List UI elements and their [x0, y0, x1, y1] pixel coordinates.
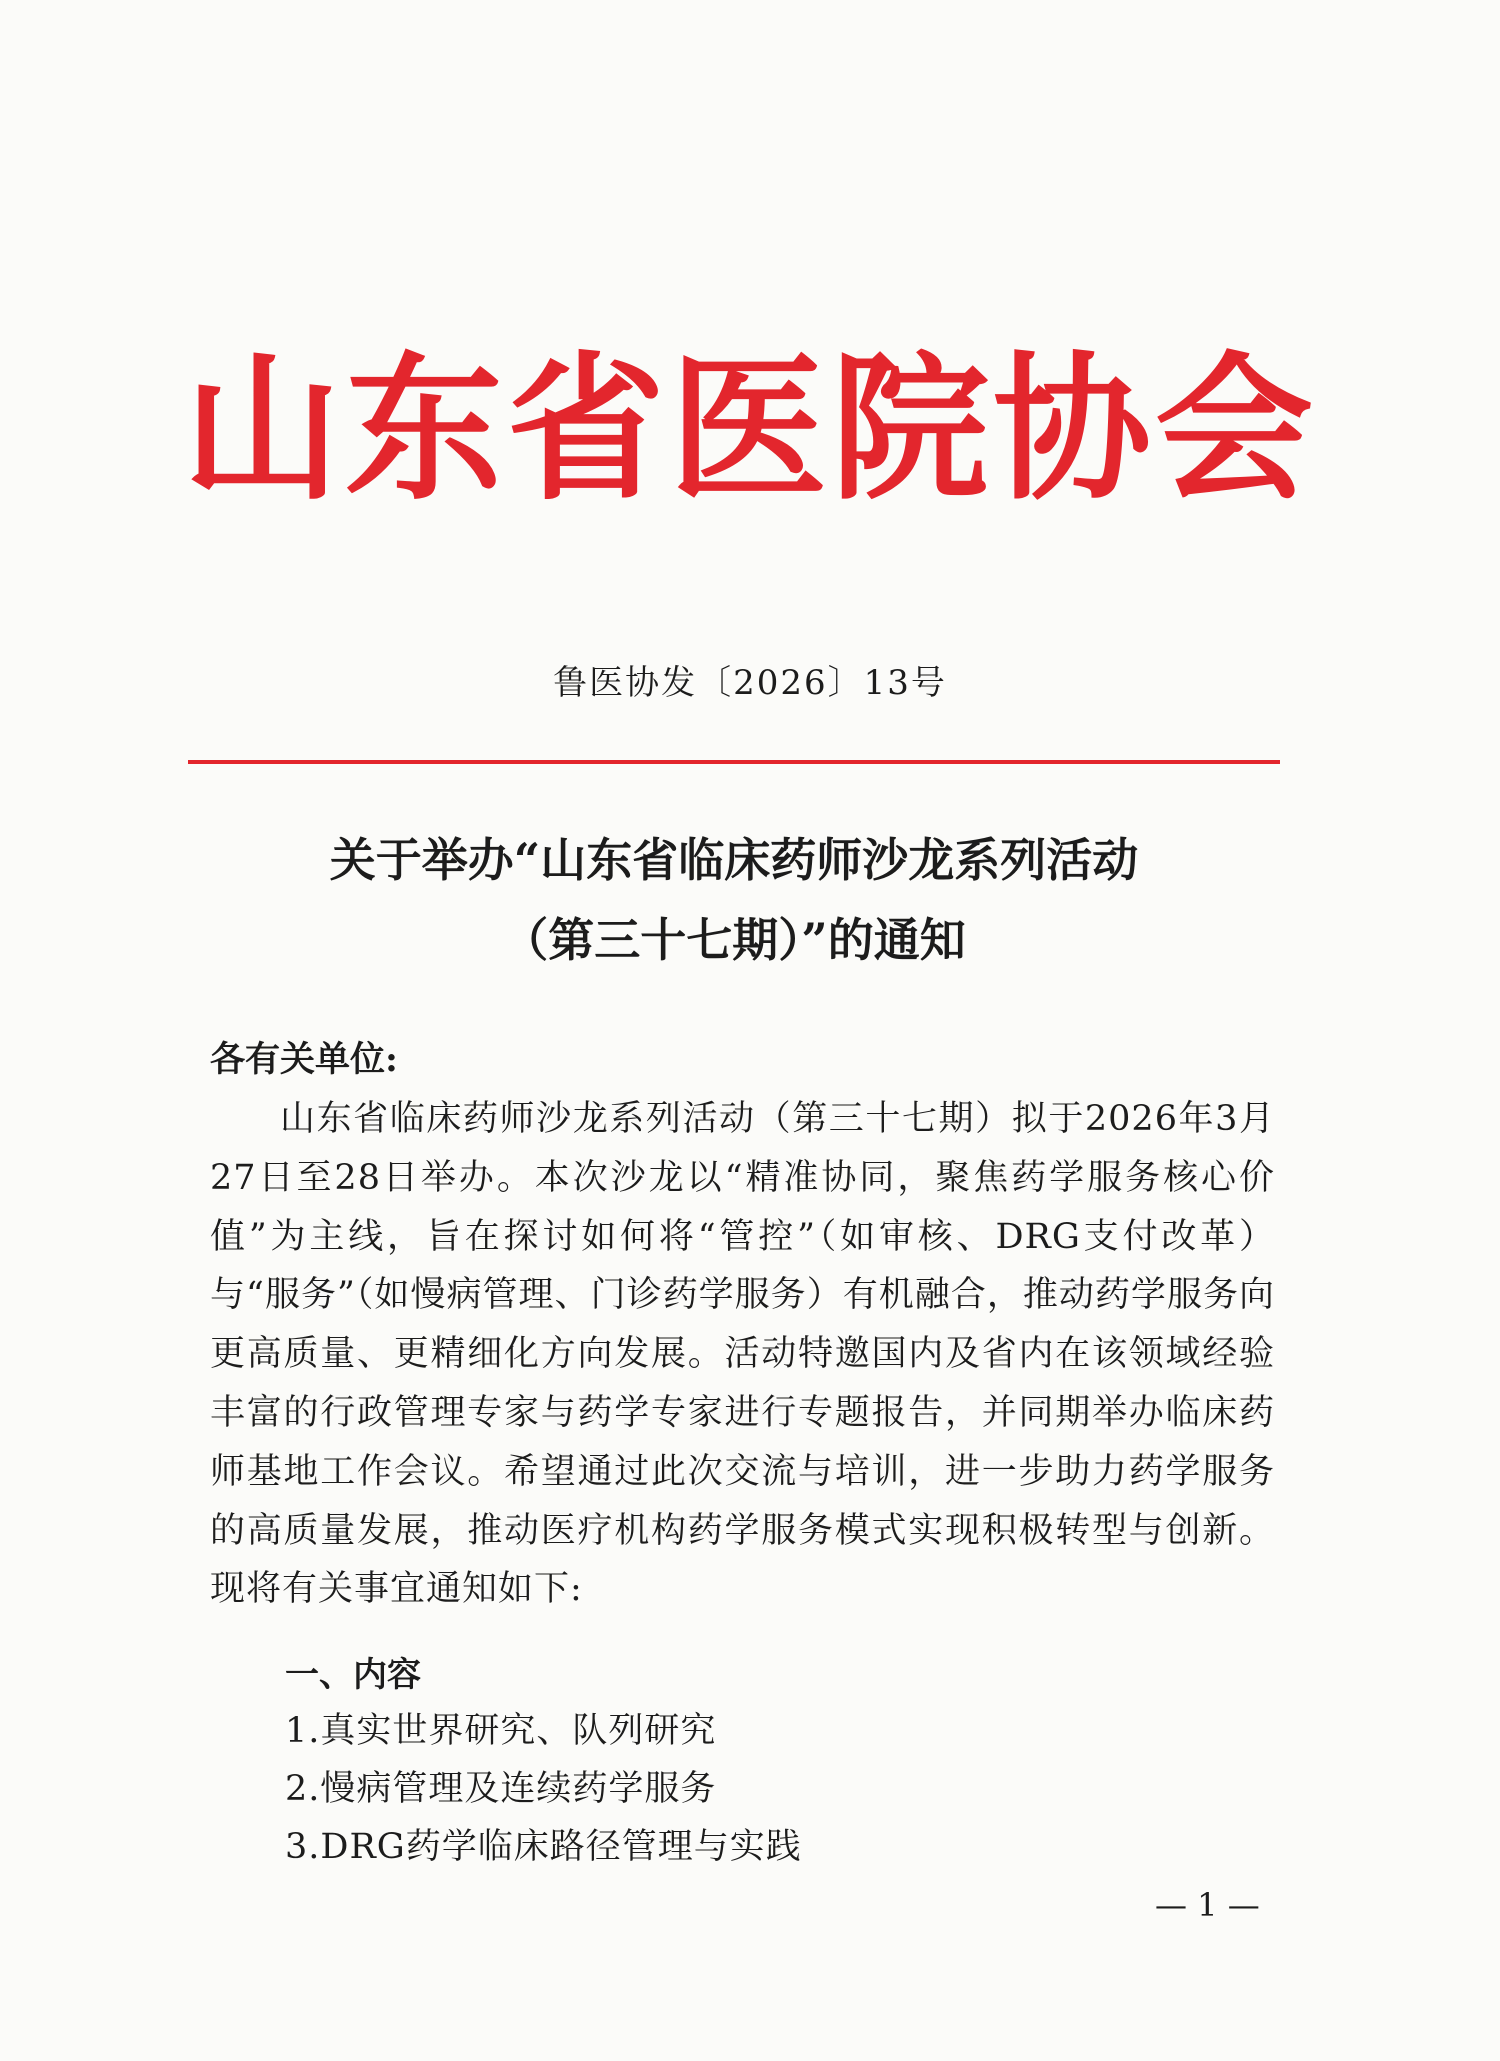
section-title-content: 一、内容: [285, 1655, 421, 1695]
body-paragraph: 山东省临床药师沙龙系列活动（第三十七期）拟于2026年3月27日至28日举办。本次沙龙以“精准协同，聚焦药学服务核心价值”为主线，旨在探讨如何将“管控”（如审核、DRG支付改革）与“服务”（如慢病管理、门诊药学服务）有机融合，推动药学服务向更高质量、更精细化方向发展。活动特邀国内及省内在该领域经验丰富的行政管理专家与药学专家进行专题报告，并同期举办临床药师基地工作会议。希望通过此次交流与培训，进一步助力药学服务的高质量发展，推动医疗机构药学服务模式实现积极转型与创新。现将有关事宜通知如下:: [210, 1099, 1275, 1610]
notice-title: [188, 820, 1280, 980]
salutation: 各有关单位:: [210, 1039, 398, 1080]
notice-title-line2: （第三十七期）”的通知: [502, 913, 966, 967]
list-item: 3.DRG药学临床路径管理与实践: [285, 1827, 802, 1867]
document-number: 鲁医协发〔2026〕13号: [553, 663, 947, 703]
notice-title-line1: 关于举办“山东省临床药师沙龙系列活动: [329, 833, 1139, 887]
list-item: 1.真实世界研究、队列研究: [285, 1711, 717, 1751]
page-number: — 1 —: [1155, 1886, 1260, 1924]
masthead-title: 山东省医院协会: [183, 338, 1317, 522]
list-item: 2.慢病管理及连续药学服务: [285, 1769, 717, 1809]
red-divider: [188, 760, 1280, 764]
